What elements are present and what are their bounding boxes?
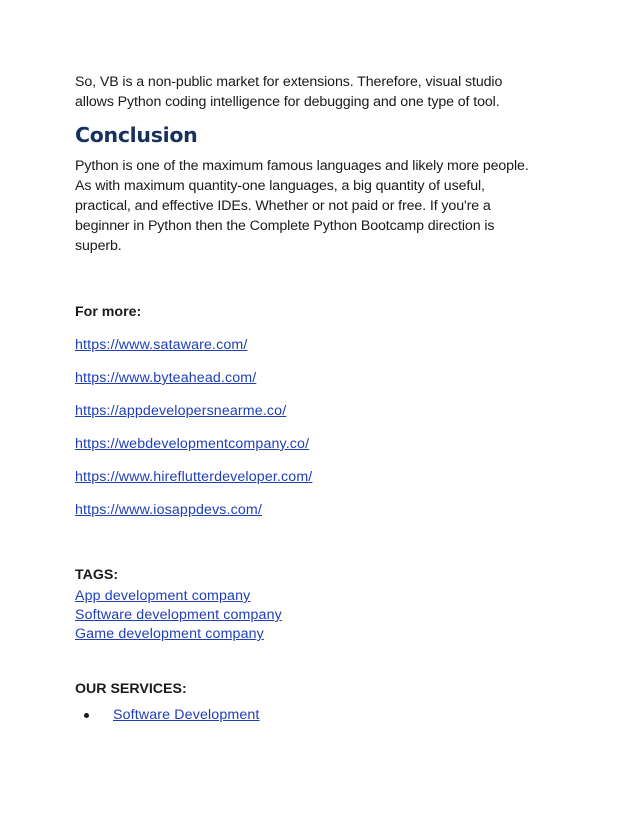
document-page xyxy=(75,72,575,725)
tags-list xyxy=(75,587,575,644)
tags-label: TAGS: xyxy=(75,567,119,583)
link-appdevelopersnearme[interactable]: https://appdevelopersnearme.co/ xyxy=(75,403,287,419)
services-list xyxy=(75,705,575,725)
link-byteahead[interactable]: https://www.byteahead.com/ xyxy=(75,370,257,386)
link-hireflutterdeveloper[interactable]: https://www.hireflutterdeveloper.com/ xyxy=(75,469,313,485)
conclusion-line-1: Python is one of the maximum famous languages and likely more people. xyxy=(75,158,529,174)
intro-line-1: So, VB is a non-public market for extensions. Therefore, visual studio xyxy=(75,74,503,90)
service-software-development[interactable]: Software Development xyxy=(113,707,260,723)
link-webdevelopmentcompany[interactable]: https://webdevelopmentcompany.co/ xyxy=(75,436,310,452)
conclusion-line-2: As with maximum quantity-one languages, a big quantity of useful, xyxy=(75,178,485,194)
tag-game-development[interactable]: Game development company xyxy=(75,626,264,642)
tag-app-development[interactable]: App development company xyxy=(75,588,251,604)
conclusion-paragraph xyxy=(75,156,575,256)
conclusion-line-3: practical, and effective IDEs. Whether or not paid or free. If you're a xyxy=(75,198,491,214)
link-iosappdevs[interactable]: https://www.iosappdevs.com/ xyxy=(75,502,262,518)
services-label: OUR SERVICES: xyxy=(75,681,187,697)
conclusion-line-4: beginner in Python then the Complete Python Bootcamp direction is xyxy=(75,218,495,234)
link-sataware[interactable]: https://www.sataware.com/ xyxy=(75,337,248,353)
bullet-icon xyxy=(84,713,89,718)
tag-software-development[interactable]: Software development company xyxy=(75,607,282,623)
for-more-label: For more: xyxy=(75,304,142,320)
conclusion-line-5: superb. xyxy=(75,238,122,254)
conclusion-heading: Conclusion xyxy=(75,123,198,147)
for-more-links xyxy=(75,335,575,520)
intro-line-2: allows Python coding intelligence for debugging and one type of tool. xyxy=(75,94,500,110)
intro-paragraph xyxy=(75,72,575,112)
service-item xyxy=(75,705,575,725)
